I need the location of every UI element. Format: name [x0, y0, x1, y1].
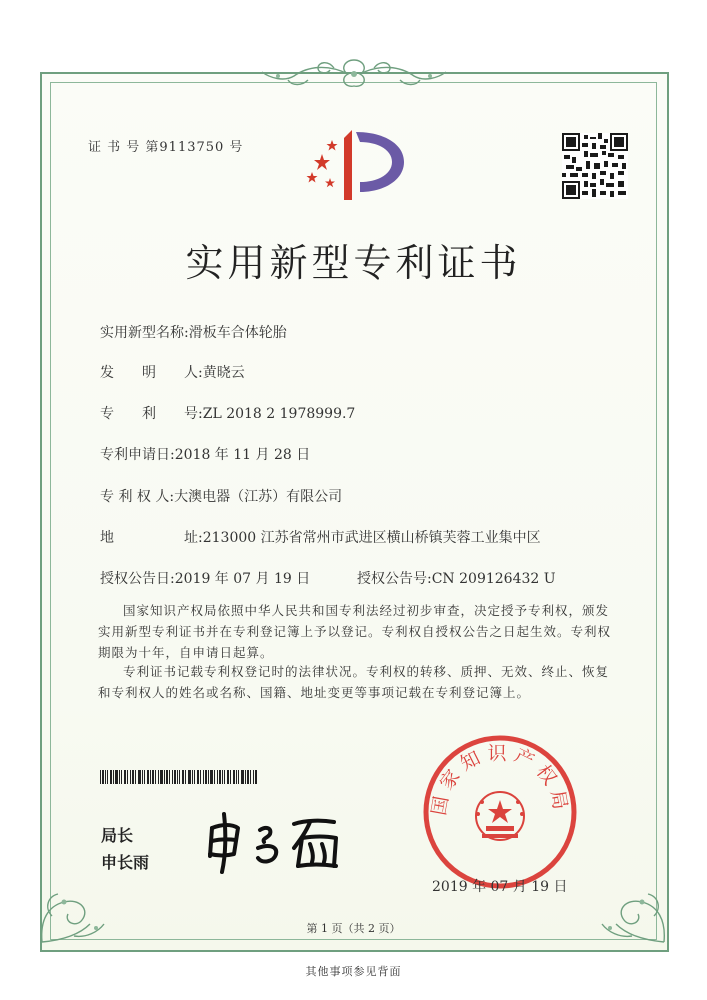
barcode [100, 770, 258, 784]
field-label: 专 利 号: [100, 406, 203, 422]
field-application-date [100, 444, 310, 464]
signatory-name: 申长雨 [101, 853, 150, 872]
field-label: 实用新型名称: [100, 325, 189, 341]
seal-date: 2019 年 07 月 19 日 [432, 879, 568, 895]
footer-note: 其他事项参见背面 [305, 965, 402, 978]
field-label: 授权公告日: [100, 571, 175, 587]
body-paragraph: 国家知识产权局依照中华人民共和国专利法经过初步审查，决定授予专利权，颁发实用新型专利证书并在专利登记簿上予以登记。专利权自授权公告之日起生效。专利权期限为十年，自申请日起算。 [98, 603, 612, 660]
top-ornament [248, 56, 460, 90]
field-utility-model-name [100, 322, 287, 342]
page-number: 第 1 页（共 2 页） [306, 922, 401, 935]
qr-code-icon [562, 133, 628, 199]
field-label: 地 址: [100, 530, 203, 546]
field-address [100, 527, 541, 547]
field-value: 大澳电器（江苏）有限公司 [174, 489, 343, 505]
field-grant-announcement-number [357, 568, 556, 588]
signatory-title: 局长 [101, 826, 134, 845]
field-inventor [100, 362, 245, 382]
field-value: 213000 江苏省常州市武进区横山桥镇芙蓉工业集中区 [202, 530, 541, 546]
field-value: ZL 2018 2 1978999.7 [202, 406, 356, 422]
field-value: CN 209126432 U [431, 571, 556, 587]
field-label: 发 明 人: [100, 365, 203, 381]
field-patent-number [100, 403, 355, 423]
field-grant-announcement-date [100, 568, 310, 588]
certificate-title: 实用新型专利证书 [185, 241, 522, 285]
patent-office-emblem-icon [300, 124, 410, 204]
official-seal [420, 732, 580, 892]
svg-text:国家知识产权局: 国家知识产权局 [427, 742, 573, 818]
field-value: 2019 年 07 月 19 日 [174, 571, 311, 587]
body-paragraph: 专利证书记载专利权登记时的法律状况。专利权的转移、质押、无效、终止、恢复和专利权人的姓名或名称、国籍、地址变更等事项记载在专利登记簿上。 [98, 664, 610, 700]
handwritten-signature [198, 808, 360, 880]
field-value: 黄晓云 [202, 365, 245, 381]
field-label: 授权公告号: [357, 571, 432, 587]
field-patentee [100, 486, 342, 506]
certificate-number: 证 书 号 第9113750 号 [88, 140, 244, 155]
field-label: 专 利 权 人: [100, 489, 175, 505]
field-value: 2018 年 11 月 28 日 [174, 447, 311, 463]
field-label: 专利申请日: [100, 447, 175, 463]
field-value: 滑板车合体轮胎 [188, 325, 287, 341]
